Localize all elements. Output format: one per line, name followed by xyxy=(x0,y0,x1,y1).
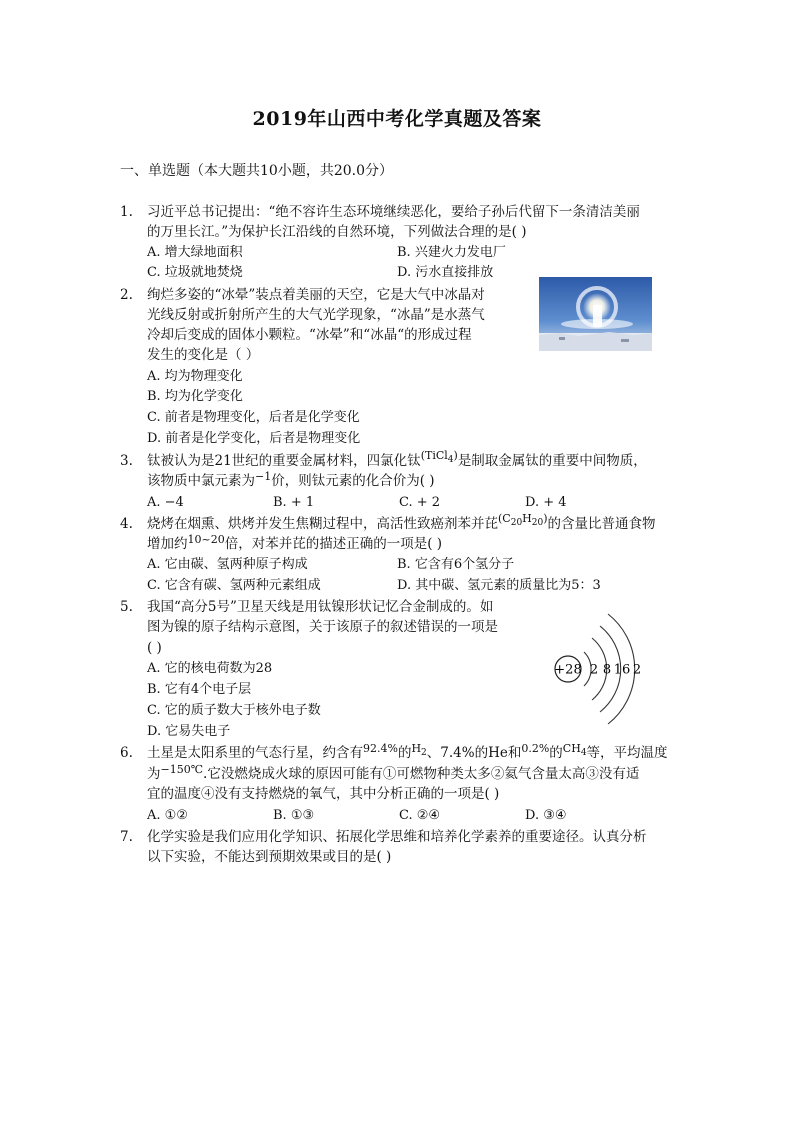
question-text: 该物质中氯元素为$^{-1}$价，则钛元素的化合价为( ) xyxy=(147,470,435,489)
question-text: 光线反射或折射所产生的大气光学现象，“冰晶”是水蒸气 xyxy=(147,307,485,323)
question-text: 冷却后变成的固体小颗粒。“冰晕”和“冰晶“的形成过程 xyxy=(147,327,472,343)
question-text: 为$^{-150℃}$.它没燃烧成火球的原因可能有①可燃物种类太多②氦气含量太高③没有适 xyxy=(147,763,640,782)
shell-electrons: 2 xyxy=(632,662,642,678)
option-b[interactable]: B. 兴建火力发电厂 xyxy=(397,245,506,260)
option-d[interactable]: D. 前者是化学变化，后者是物理变化 xyxy=(147,431,361,446)
question-text: 习近平总书记提出：“绝不容许生态环境继续恶化，要给子孙后代留下一条清洁美丽 xyxy=(147,204,640,220)
question-number: 5. xyxy=(120,599,133,615)
nickel-atom-diagram xyxy=(548,612,648,728)
option-c[interactable]: C. 垃圾就地焚烧 xyxy=(147,265,243,280)
nucleus-label: +28 xyxy=(554,662,582,678)
option-c[interactable]: C. 它的质子数大于核外电子数 xyxy=(147,703,321,718)
question-number: 4. xyxy=(120,516,133,532)
question-number: 2. xyxy=(120,287,133,303)
option-c[interactable]: C. 前者是物理变化，后者是化学变化 xyxy=(147,410,360,425)
question-text: 烧烤在烟熏、烘烤并发生焦糊过程中，高活性致癌剂苯并芘$^{(C_{20}H_{20})}$的含量比普通食物 xyxy=(147,512,656,532)
option-d[interactable]: D. + 4 xyxy=(525,495,567,510)
option-a[interactable]: A. 增大绿地面积 xyxy=(147,245,243,260)
question-text: 我国“高分5号”卫星天线是用钛镍形状记忆合金制成的。如 xyxy=(147,599,494,615)
option-a[interactable]: A. ①② xyxy=(147,808,188,823)
option-b[interactable]: B. 它含有6个氢分子 xyxy=(397,557,515,572)
question-text: ( ) xyxy=(147,640,162,656)
question-text: 发生的变化是（ ） xyxy=(147,347,260,363)
option-a[interactable]: A. 它的核电荷数为28 xyxy=(147,661,273,676)
ice-halo-photo xyxy=(539,277,652,351)
shell-electrons: 16 xyxy=(613,662,631,678)
option-c[interactable]: C. + 2 xyxy=(399,495,441,510)
question-text: 化学实验是我们应用化学知识、拓展化学思维和培养化学素养的重要途径。认真分析 xyxy=(147,829,647,845)
question-text: 钛被认为是21世纪的重要金属材料，四氯化钛$^{(TiCl_4)}$是制取金属钛的重要中间物质， xyxy=(147,449,647,469)
question-text: 的万里长江。”为保护长江沿线的自然环境，下列做法合理的是( ) xyxy=(147,224,527,240)
page-title: 2019年山西中考化学真题及答案 xyxy=(252,108,542,130)
option-a[interactable]: A. 均为物理变化 xyxy=(147,369,243,384)
option-c[interactable]: C. ②④ xyxy=(399,808,441,823)
option-b[interactable]: B. ①③ xyxy=(273,808,315,823)
question-text: 图为镍的原子结构示意图，关于该原子的叙述错误的一项是 xyxy=(147,619,498,635)
option-d[interactable]: D. 它易失电子 xyxy=(147,724,231,739)
option-a[interactable]: A. −4 xyxy=(147,495,184,510)
question-text: 宜的温度④没有支持燃烧的氧气，其中分析正确的一项是( ) xyxy=(147,786,500,802)
question-text: 以下实验，不能达到预期效果或目的是( ) xyxy=(147,849,392,865)
option-d[interactable]: D. 污水直接排放 xyxy=(397,265,494,280)
option-a[interactable]: A. 它由碳、氢两种原子构成 xyxy=(147,557,308,572)
question-text: 绚烂多姿的“冰晕”装点着美丽的天空，它是大气中冰晶对 xyxy=(147,287,485,303)
option-d[interactable]: D. 其中碳、氢元素的质量比为5：3 xyxy=(397,578,601,593)
option-d[interactable]: D. ③④ xyxy=(525,808,567,823)
question-number: 1. xyxy=(120,204,133,220)
option-b[interactable]: B. 它有4个电子层 xyxy=(147,682,252,697)
option-b[interactable]: B. 均为化学变化 xyxy=(147,389,243,404)
shell-electrons: 2 xyxy=(589,662,599,678)
shell-electrons: 8 xyxy=(602,662,612,678)
option-b[interactable]: B. + 1 xyxy=(273,495,315,510)
option-c[interactable]: C. 它含有碳、氢两种元素组成 xyxy=(147,578,321,593)
question-number: 6. xyxy=(120,745,133,761)
question-number: 7. xyxy=(120,829,133,845)
question-number: 3. xyxy=(120,453,133,469)
section-heading: 一、单选题（本大题共10小题，共20.0分） xyxy=(120,163,393,179)
question-text: 土星是太阳系里的气态行星，约含有$^{92.4\%}$的$^{H_2}$、7.4%的He和$^{0.2\%}$的$^{CH_4}$等，平均温度 xyxy=(147,742,668,761)
question-text: 增加约$^{10\sim 20}$倍，对苯并芘的描述正确的一项是( ) xyxy=(147,533,443,552)
